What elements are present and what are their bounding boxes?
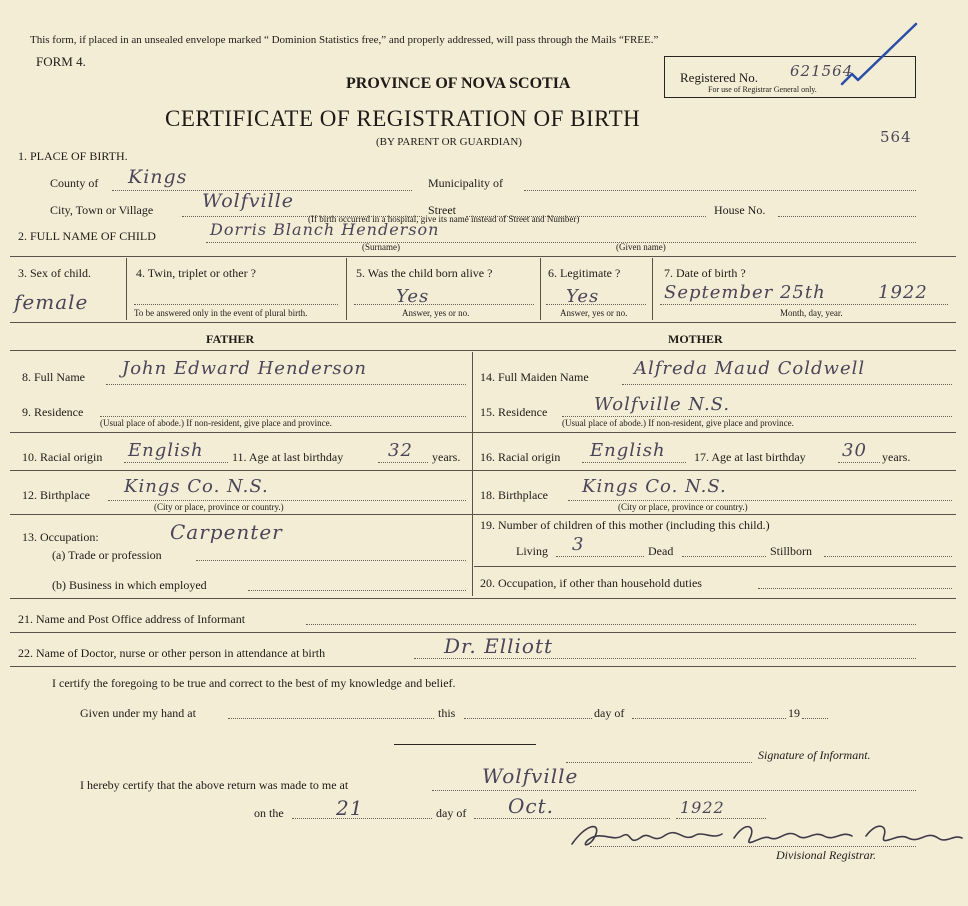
alive-label: 5. Was the child born alive ? bbox=[356, 266, 493, 280]
living-label: Living bbox=[516, 544, 548, 558]
father-occupation-value: Carpenter bbox=[170, 520, 283, 544]
dob-note: Month, day, year. bbox=[780, 308, 843, 318]
street-label: Street bbox=[428, 203, 456, 217]
doctor-label: 22. Name of Doctor, nurse or other person in attendance at birth bbox=[18, 646, 326, 660]
twin-note: To be answered only in the event of plural birth. bbox=[134, 308, 308, 318]
city-label: City, Town or Village bbox=[50, 203, 154, 217]
trade-label: (a) Trade or profession bbox=[52, 548, 162, 562]
city-value: Wolfville bbox=[202, 190, 294, 212]
mother-age-value: 30 bbox=[842, 440, 867, 461]
registrar-place: Wolfville bbox=[482, 764, 579, 788]
certificate-title: CERTIFICATE OF REGISTRATION OF BIRTH bbox=[165, 106, 641, 131]
alive-value: Yes bbox=[396, 286, 430, 307]
father-residence-label: 9. Residence bbox=[22, 405, 84, 419]
mother-birthplace-label: 18. Birthplace bbox=[480, 488, 548, 502]
sex-label: 3. Sex of child. bbox=[18, 266, 91, 280]
father-residence-note: (Usual place of abode.) If non-resident, give place and province. bbox=[100, 418, 332, 428]
mother-residence-note: (Usual place of abode.) If non-resident, give place and province. bbox=[562, 418, 794, 428]
doctor-value: Dr. Elliott bbox=[444, 634, 554, 658]
mother-racial-label: 16. Racial origin bbox=[480, 450, 561, 464]
margin-number: 564 bbox=[880, 128, 912, 146]
child-name-label: 2. FULL NAME OF CHILD bbox=[18, 229, 156, 243]
father-age-label: 11. Age at last birthday bbox=[232, 450, 344, 464]
informant-label: 21. Name and Post Office address of Informant bbox=[18, 612, 246, 626]
children-count-label: 19. Number of children of this mother (including this child.) bbox=[480, 518, 770, 532]
mother-name-value: Alfreda Maud Coldwell bbox=[634, 358, 866, 379]
given-name-caption: (Given name) bbox=[616, 242, 666, 252]
father-racial-value: English bbox=[128, 440, 204, 461]
alive-note: Answer, yes or no. bbox=[402, 308, 470, 318]
dob-label: 7. Date of birth ? bbox=[664, 266, 746, 280]
form-number: FORM 4. bbox=[36, 54, 86, 69]
father-age-value: 32 bbox=[388, 440, 413, 461]
mother-occupation-label: 20. Occupation, if other than household duties bbox=[480, 576, 702, 590]
legitimate-value: Yes bbox=[566, 286, 600, 307]
mother-residence-value: Wolfville N.S. bbox=[594, 394, 731, 415]
mother-age-label: 17. Age at last birthday bbox=[694, 450, 806, 464]
twin-label: 4. Twin, triplet or other ? bbox=[136, 266, 256, 280]
father-heading: FATHER bbox=[206, 332, 255, 346]
registrar-caption: Divisional Registrar. bbox=[776, 848, 877, 862]
registrar-month: Oct. bbox=[508, 794, 554, 818]
dob-value: September 25th bbox=[664, 282, 826, 303]
mother-birthplace-value: Kings Co. N.S. bbox=[582, 476, 727, 497]
legitimate-note: Answer, yes or no. bbox=[560, 308, 628, 318]
province-heading: PROVINCE OF NOVA SCOTIA bbox=[346, 75, 571, 92]
mother-birthplace-note: (City or place, province or country.) bbox=[618, 502, 748, 512]
stillborn-label: Stillborn bbox=[770, 544, 813, 558]
mother-heading: MOTHER bbox=[668, 332, 723, 346]
legitimate-label: 6. Legitimate ? bbox=[548, 266, 621, 280]
registrar-day-of: day of bbox=[436, 806, 467, 820]
registrar-statement: I hereby certify that the above return was made to me at bbox=[80, 778, 349, 792]
father-birthplace-note: (City or place, province or country.) bbox=[154, 502, 284, 512]
mother-racial-value: English bbox=[590, 440, 666, 461]
father-name-value: John Edward Henderson bbox=[122, 358, 367, 379]
year-prefix: 19 bbox=[788, 706, 800, 720]
registered-number: 621564 bbox=[790, 62, 854, 80]
registered-label: Registered No. bbox=[680, 70, 758, 85]
house-label: House No. bbox=[714, 203, 766, 217]
county-label: County of bbox=[50, 176, 99, 190]
sex-value: female bbox=[14, 290, 89, 314]
father-name-label: 8. Full Name bbox=[22, 370, 85, 384]
registrar-year: 1922 bbox=[680, 798, 725, 817]
check-mark bbox=[840, 22, 920, 92]
father-birthplace-value: Kings Co. N.S. bbox=[124, 476, 269, 497]
registrar-day: 21 bbox=[336, 796, 364, 820]
hospital-note: (If birth occurred in a hospital, give its name instead of Street and Number) bbox=[308, 214, 580, 224]
mother-years: years. bbox=[882, 450, 911, 464]
father-birthplace-label: 12. Birthplace bbox=[22, 488, 90, 502]
registrar-signature bbox=[566, 816, 966, 856]
father-years: years. bbox=[432, 450, 461, 464]
business-label: (b) Business in which employed bbox=[52, 578, 207, 592]
certify-statement: I certify the foregoing to be true and correct to the best of my knowledge and belief. bbox=[52, 676, 456, 690]
mother-name-label: 14. Full Maiden Name bbox=[480, 370, 589, 384]
dead-label: Dead bbox=[648, 544, 674, 558]
certificate-subtitle: (BY PARENT OR GUARDIAN) bbox=[376, 136, 522, 148]
living-value: 3 bbox=[572, 534, 585, 555]
place-of-birth-heading: 1. PLACE OF BIRTH. bbox=[18, 149, 128, 163]
this-label: this bbox=[438, 706, 456, 720]
given-under-label: Given under my hand at bbox=[80, 706, 196, 720]
child-name-value: Dorris Blanch Henderson bbox=[210, 220, 440, 239]
county-value: Kings bbox=[128, 166, 188, 188]
municipality-label: Municipality of bbox=[428, 176, 503, 190]
registrar-note: For use of Registrar General only. bbox=[708, 85, 817, 94]
surname-caption: (Surname) bbox=[362, 242, 400, 252]
mother-residence-label: 15. Residence bbox=[480, 405, 548, 419]
father-occupation-label: 13. Occupation: bbox=[22, 530, 99, 544]
dob-year: 1922 bbox=[878, 282, 928, 303]
day-of-label: day of bbox=[594, 706, 625, 720]
informant-signature-caption: Signature of Informant. bbox=[758, 748, 871, 762]
on-the-label: on the bbox=[254, 806, 284, 820]
postal-notice: This form, if placed in an unsealed envelope marked “ Dominion Statistics free,” and properly addressed, will pass through the Mails “FREE.” bbox=[30, 34, 659, 46]
father-racial-label: 10. Racial origin bbox=[22, 450, 103, 464]
